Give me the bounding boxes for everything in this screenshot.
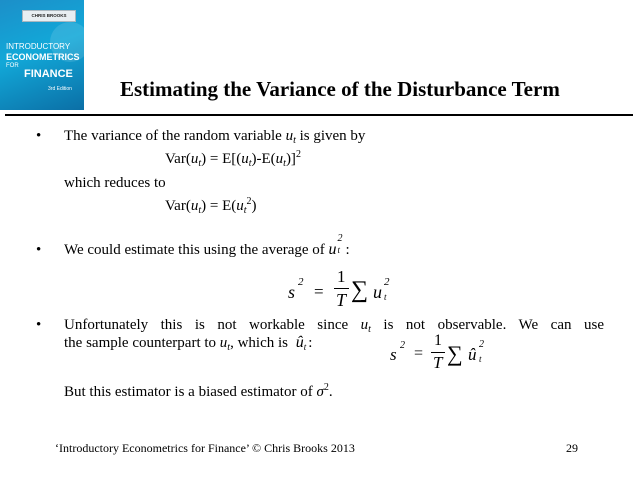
book-cover-image bbox=[0, 0, 84, 110]
cover-title-line2: ECONOMETRICS bbox=[6, 52, 80, 62]
biased-estimator-text: But this estimator is a biased estimator of $\sigma^2$. bbox=[64, 382, 333, 400]
reduced-equation: $Var(u_t) = E(u_t^2)$ bbox=[165, 196, 257, 216]
slide-title: Estimating the Variance of the Disturbance Term bbox=[120, 77, 560, 101]
bullet-3-marker: • bbox=[36, 317, 42, 333]
variance-equation: $Var(u_t) = E[(u_t)-E(u_t)]^2$ bbox=[165, 149, 301, 169]
cover-title-line1: INTRODUCTORY bbox=[6, 42, 71, 51]
bullet-2-marker: • bbox=[36, 242, 42, 258]
bullet-2-text: We could estimate this using the average of u 2 t : bbox=[64, 233, 350, 258]
residual-variance-formula: s 2 = 1 T ∑ û 2 t bbox=[390, 332, 484, 372]
sample-variance-formula: s 2 = 1 T ∑ u 2 t bbox=[288, 267, 390, 310]
bullet-1-marker: • bbox=[36, 128, 42, 144]
title-divider bbox=[5, 114, 633, 116]
cover-edition: 3rd Edition bbox=[48, 86, 72, 92]
cover-title-line3: FOR bbox=[6, 63, 19, 69]
bullet-3-line1: Unfortunately this is not workable since $u_t$ is not observable. We can use bbox=[64, 317, 604, 335]
cover-title-line4: FINANCE bbox=[24, 68, 73, 80]
bullet-3-line2: the sample counterpart to $u_t$, which is $û_t$ : bbox=[64, 334, 313, 353]
cover-author: CHRIS BROOKS bbox=[22, 10, 76, 22]
footer-copyright: ‘Introductory Econometrics for Finance’ © Chris Brooks 2013 bbox=[55, 441, 355, 455]
page-number: 29 bbox=[566, 441, 578, 455]
bullet-1-text: The variance of the random variable $u_t$ is given by bbox=[64, 128, 366, 146]
reduces-text: which reduces to bbox=[64, 175, 166, 191]
